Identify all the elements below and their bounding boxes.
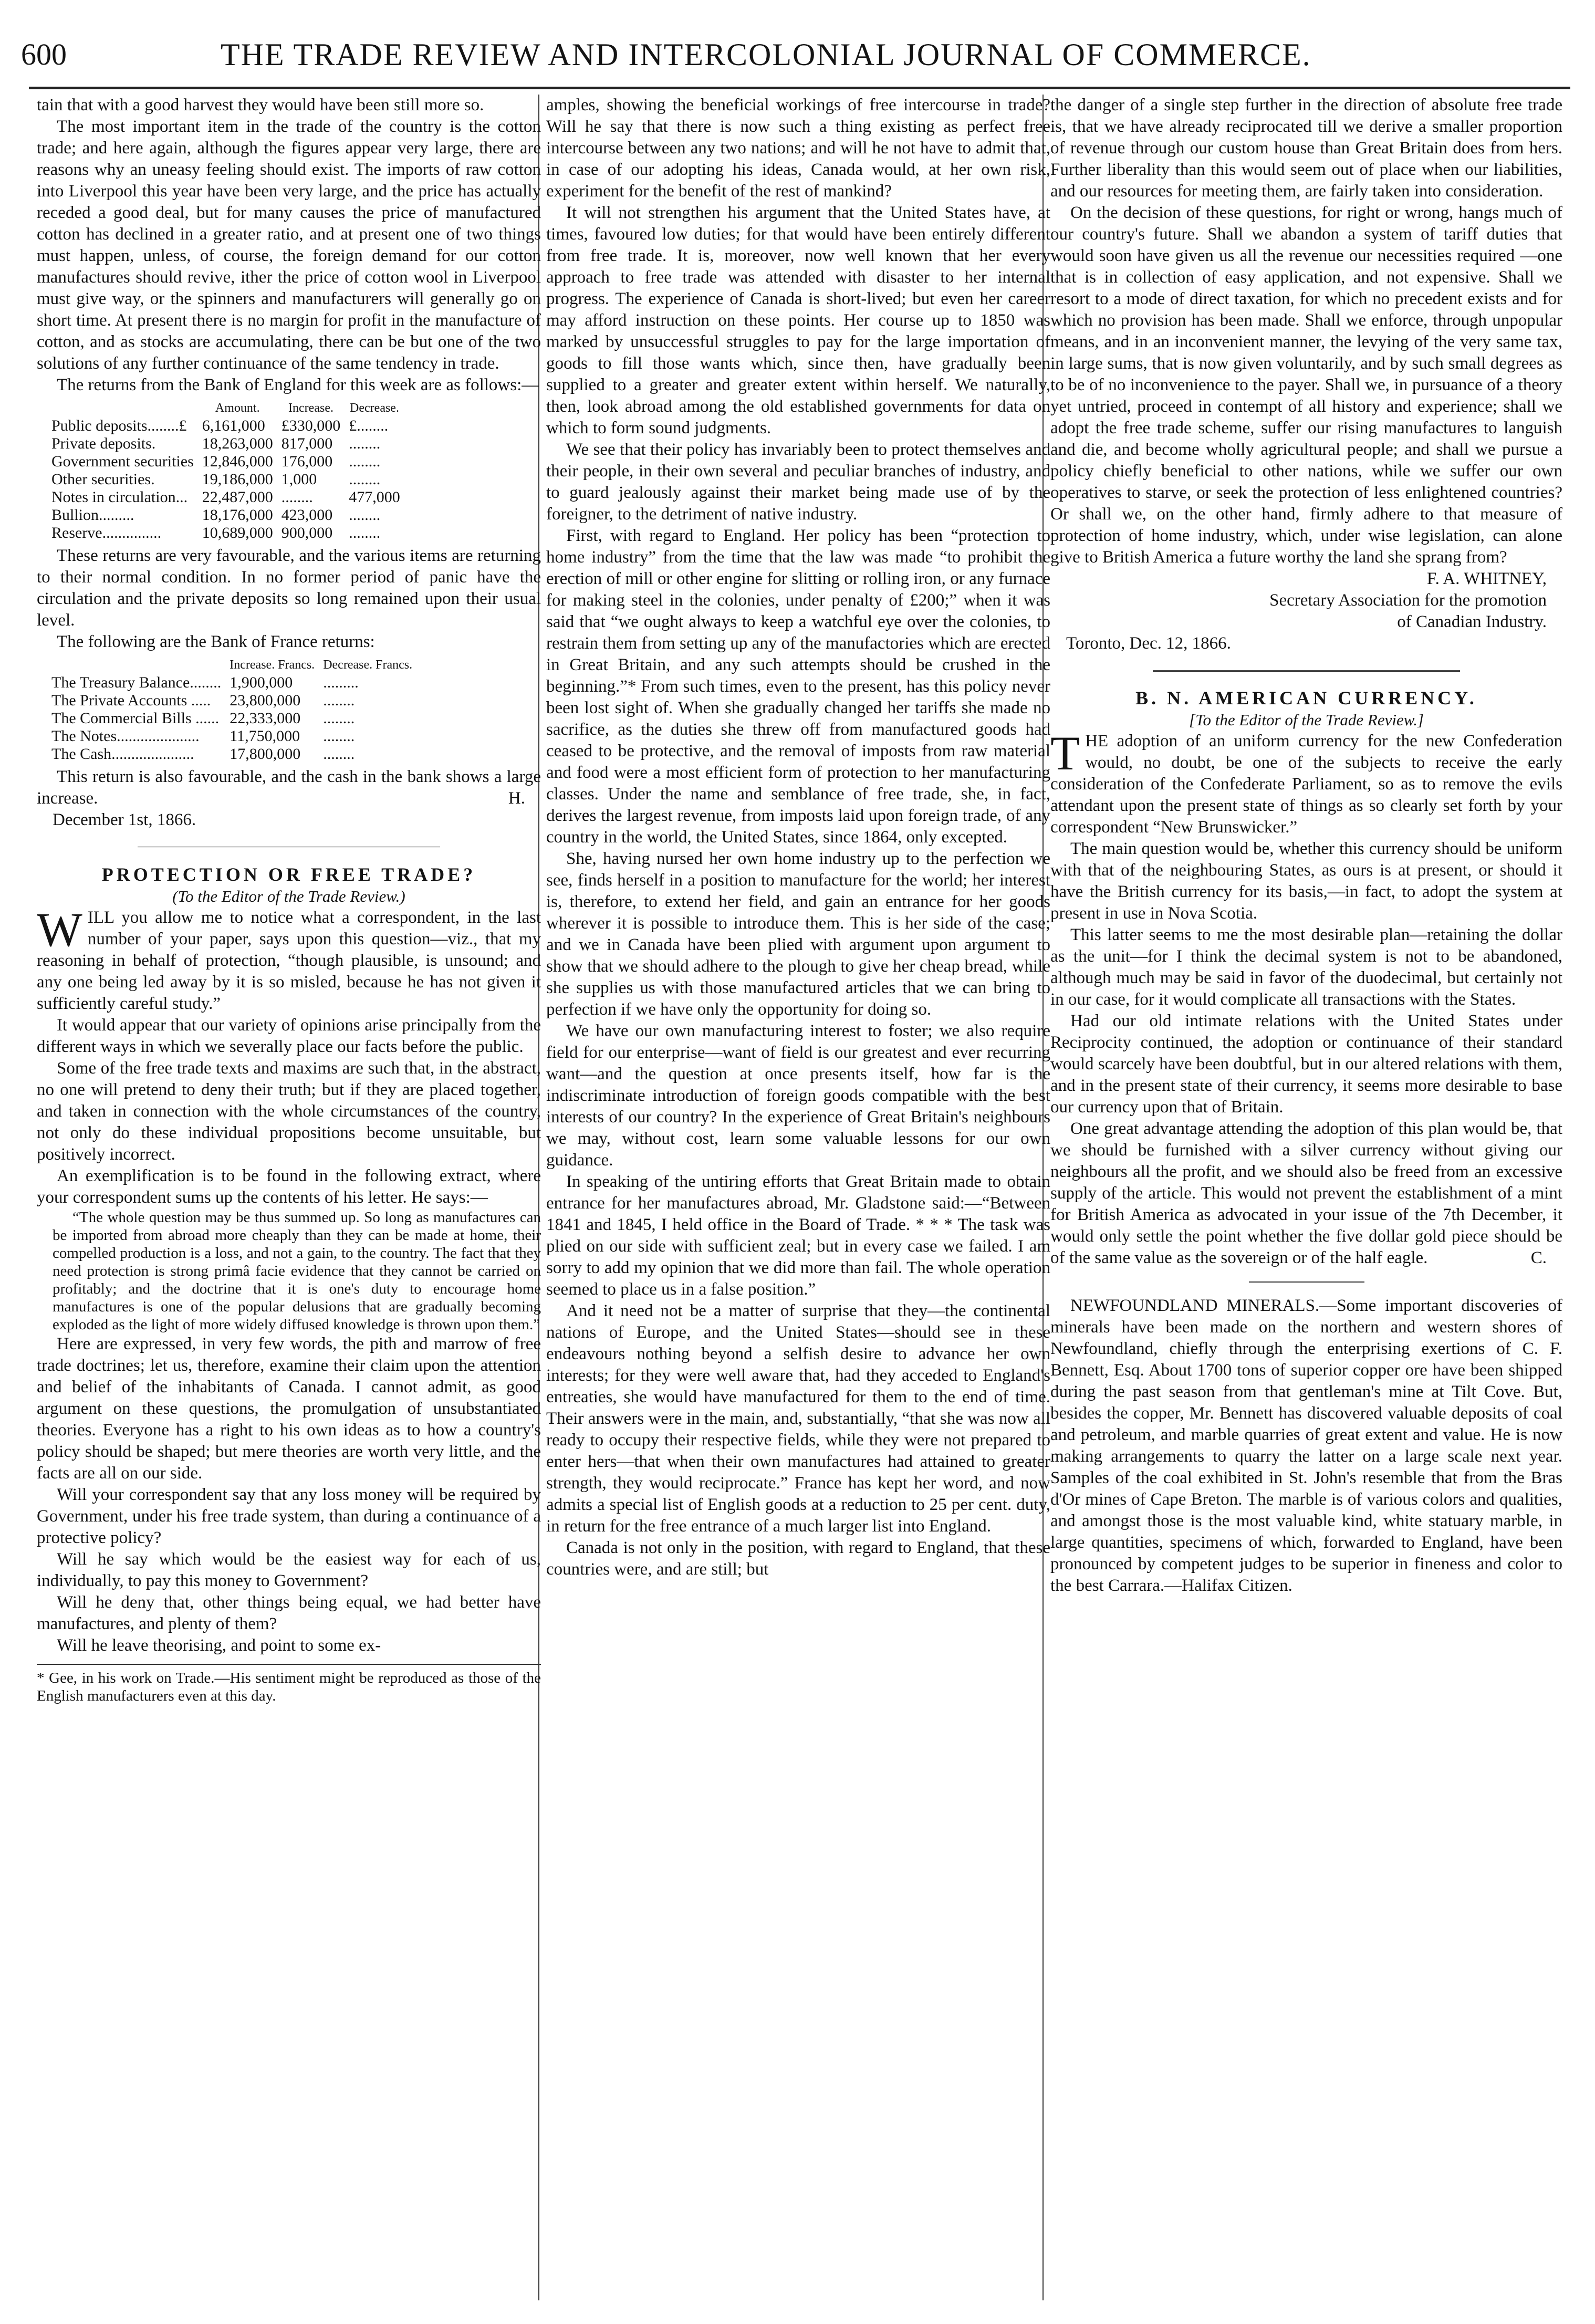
table-header-row (47, 656, 416, 674)
table-row (47, 471, 404, 488)
paragraph: Will your correspondent say that any loss money will be required by Government, under his free trade system, than during a continuance of a protective policy? (37, 1485, 541, 1547)
table-cell: Notes in circulation... (51, 488, 188, 506)
column-header: Decrease. (350, 401, 399, 415)
table-cell: Public deposits........£ (51, 417, 187, 434)
table-cell: 19,186,000 (202, 471, 273, 488)
article-heading: B. N. AMERICAN CURRENCY. (1135, 687, 1477, 708)
signature-initial: C. (1530, 1248, 1547, 1267)
dateline: December 1st, 1866. (53, 810, 196, 829)
paragraph: We see that their policy has invariably been to protect themselves and their people, in their own several and peculiar branches of industry, and to guard jealously against their market being made use of by the foreigner, to the detriment of native industry. (546, 440, 1050, 524)
block-quote: “The whole question may be thus summed up. So long as manufactures can be imported from abroad more cheaply than they can be made at home, their compelled production is a loss, and not a gain, to the country. The fact that they need protection is strong primâ facie evidence that they cannot be carried on profitably; and the doctrine that it is one's duty to encourage home manufactures is one of the popular delusions that are gradually becoming exploded as the light of more widely diffused knowledge is thrown upon them.” (53, 1209, 541, 1333)
table-cell: The Treasury Balance........ (51, 674, 222, 691)
table-cell: 423,000 (281, 506, 333, 524)
table-cell: Government securities (51, 453, 194, 470)
paragraph: Canada is not only in the position, with regard to England, that these countries were, and are still; but (546, 1538, 1050, 1579)
table-cell: £330,000 (281, 417, 341, 434)
paragraph: The most important item in the trade of the country is the cotton trade; and here again, although the figures appear very large, there are reasons why an uneasy feeling should exist. The imports of raw cotton into Liverpool this year have been very large, and the price has actually receded a good deal, but for many causes the price of manufactured cotton has declined in a greater ratio, and at present one of two things must happen, unless, of course, the foreign demand for our cotton manufactures should revive, ither the price of cotton wool in Liverpool must give way, or the spinners and manufacturers will generally go on short time. At present there is no margin for profit in the manufacture of cotton, and as stocks are accumulating, there can be but one of the two solutions of any further continuance of the same tendency in trade. (37, 117, 541, 373)
table-cell: 1,900,000 (230, 674, 293, 691)
table-cell: ........ (323, 710, 355, 727)
paragraph (37, 903, 541, 1015)
paragraph-text: This return is also favourable, and the cash in the bank shows a large increase. (37, 767, 541, 808)
paragraph: The following are the Bank of France returns: (57, 632, 375, 651)
paragraph: An exemplification is to be found in the following extract, where your correspondent sums up the contents of his letter. He says:— (37, 1166, 541, 1207)
table-cell: 176,000 (281, 453, 333, 470)
article-heading: PROTECTION OR FREE TRADE? (101, 864, 476, 885)
signature-name: F. A. WHITNEY, (1426, 569, 1547, 588)
drop-cap: T (1050, 726, 1080, 780)
table-cell: 22,333,000 (230, 710, 301, 727)
column-header: Amount. (215, 401, 260, 415)
table-cell: 900,000 (281, 524, 333, 541)
paragraph: tain that with a good harvest they would have been still more so. (37, 96, 484, 114)
column-1 (37, 95, 541, 2306)
bank-of-france-table (47, 656, 416, 763)
table-cell: ........ (281, 488, 313, 506)
section-divider (1249, 1281, 1364, 1283)
table-row (47, 727, 416, 745)
paragraph: These returns are very favourable, and the various items are returning to their normal condition. In no former period of panic have the circulation and the private deposits so long remained upon their usual level. (37, 546, 541, 630)
paragraph: This latter seems to me the most desirable plan—retaining the dollar as the unit—for I think the decimal system is not to be abandoned, although much may be said in favor of the duodecimal, but certainly not in our case, for it would complicate all transactions with the States. (1050, 925, 1562, 1009)
table-header-row (47, 399, 404, 417)
table-cell: 10,689,000 (202, 524, 273, 541)
table-cell: The Commercial Bills ...... (51, 710, 220, 727)
table-cell: 18,263,000 (202, 435, 273, 452)
table-cell: 18,176,000 (202, 506, 273, 524)
paragraph: Here are expressed, in very few words, the pith and marrow of free trade doctrines; let us, therefore, examine their claim upon the attention and belief of the inhabitants of Canada. I cannot admit, as good argument on these questions, the promulgation of unsubstantiated theories. Everyone has a right to his own ideas as to how a country's policy should be shaped; but mere theories are worth very little, and the facts are all on our side. (37, 1335, 541, 1483)
paragraph-text: One great advantage attending the adoption of this plan would be, that we should be furnished with a silver currency without giving our neighbours all the profit, and we should also be freed from an excessive supply of the article. This would not prevent the establishment of a mint for British America as advocated in your issue of the 7th December, it would only settle the point whether the five dollar gold piece should be of the same value as the sovereign or of the half eagle. (1050, 1119, 1562, 1267)
paragraph (1050, 1295, 1562, 1597)
article-subheading: [To the Editor of the Trade Review.] (1189, 711, 1424, 729)
signature-title: of Canadian Industry. (1397, 612, 1547, 631)
table-row (47, 506, 404, 524)
paragraph: In speaking of the untiring efforts that Great Britain made to obtain entrance for her manufactures abroad, Mr. Gladstone said:—“Between 1841 and 1845, I held office in the Board of Trade. * * * The task was plied on our side with sufficient zeal; but in every case we failed. I am sorry to add my opinion that we did more than fail. The whole operation seemed to place us in a false position.” (546, 1172, 1050, 1299)
paragraph: First, with regard to England. Her policy has been “protection to home industry” from the time that the law was made “to prohibit the erection of mill or other engine for slitting or rolling iron, or any furnace for making steel in the colonies, under penalty of £200;” when it was said that “we ought always to keep a watchful eye over the colonies, to restrain them from setting up any of the manufactories which are erected in Great Britain, and any such attempts should be crushed in the beginning.”* From such times, even to the present, has this policy never been lost sight of. When she gradually changed her tariffs she made no sacrifice, as the duties she threw off from manufactured goods had ceased to be protective, and the removal of imposts from raw material and food were a most efficient form of protection to her manufacturing classes. Under the name and semblance of free trade, she, in fact, derives the largest revenue, from imposts laid upon foreign trade, of any country in the world, the United States, since 1864, only excepted. (546, 526, 1050, 847)
drop-cap: W (37, 903, 82, 956)
article-subheading: (To the Editor of the Trade Review.) (172, 887, 405, 905)
section-divider (138, 847, 440, 848)
signature-initial: H. (508, 789, 525, 808)
paragraph (1050, 726, 1562, 838)
paragraph: It would appear that our variety of opinions arise principally from the different ways in which we severally place our facts before the public. (37, 1016, 541, 1056)
paragraph: Had our old intimate relations with the United States under Reciprocity continued, the adoption or continuance of their standard would scarcely have been doubtful, but in our altered relations with them, and in the present state of their currency, it seems more desirable to base our currency upon that of Britain. (1050, 1012, 1562, 1117)
column-header: Decrease. Francs. (323, 658, 413, 672)
table-cell: 11,750,000 (230, 727, 300, 745)
table-cell: ........ (349, 471, 381, 488)
paragraph: The returns from the Bank of England for this week are as follows:— (57, 376, 539, 394)
page-number: 600 (21, 37, 67, 71)
item-lead: NEWFOUNDLAND MINERALS. (1070, 1296, 1320, 1315)
table-cell: 17,800,000 (230, 745, 301, 763)
table-cell: 817,000 (281, 435, 333, 452)
column-header: Increase. Francs. (230, 658, 315, 672)
table-row (47, 674, 416, 692)
table-cell: The Notes..................... (51, 727, 200, 745)
signature-title: Secretary Association for the promotion (1269, 591, 1547, 610)
dateline: Toronto, Dec. 12, 1866. (1066, 634, 1231, 653)
table-row (47, 745, 416, 763)
table-cell: The Private Accounts ..... (51, 692, 211, 709)
table-row (47, 524, 404, 542)
paragraph: Will he leave theorising, and point to some ex- (57, 1636, 381, 1655)
column-3 (1050, 95, 1562, 2306)
section-divider (1153, 670, 1460, 672)
table-row (47, 417, 404, 435)
paragraph: the danger of a single step further in the direction of absolute free trade is, that we have already reciprocated till we derive a smaller proportion of revenue through our custom house than Great Britain does from hers. Further liberality than this would seem out of place when our liabilities, and our resources for meeting them, are fairly taken into consideration. (1050, 96, 1562, 201)
table-cell: ........ (349, 453, 381, 470)
paragraph: Will he deny that, other things being equal, we had better have manufactures, and plenty of them? (37, 1593, 541, 1633)
paragraph: We have our own manufacturing interest to foster; we also require field for our enterprise—want of field is our greatest and ever recurring want—and the question at once presents itself, how far is the indiscriminate introduction of foreign goods compatible with the best interests of our country? In the experience of Great Britain's neighbours we may, without cost, learn some valuable lessons for our own guidance. (546, 1022, 1050, 1170)
table-cell: ........ (349, 524, 381, 541)
table-cell: Bullion......... (51, 506, 134, 524)
table-cell: ........ (323, 745, 355, 763)
table-row (47, 692, 416, 710)
paragraph (1050, 1118, 1562, 1269)
table-cell: 23,800,000 (230, 692, 301, 709)
paragraph: And it need not be a matter of surprise that they—the continental nations of Europe, and the United States—should see in these endeavours nothing beyond a selfish desire to advance her own interests; for they were well aware that, had they acceded to England's entreaties, she would have manufactured for them to the end of time. Their answers were in the main, and, substantially, “that she was now all ready to occupy their respective fields, while they were not prepared to enter hers—that when their own manufactures had attained to greater strength, they would reciprocate.” France has kept her word, and now admits a special list of English goods at a reduction to 25 per cent. duty, in return for the free entrance of a much larger list into England. (546, 1301, 1050, 1536)
paragraph: It will not strengthen his argument that the United States have, at times, favoured low duties; for that would have been entirely different from free trade. It is, moreover, now well known that her every approach to free trade was attended with disaster to her internal progress. The experience of Canada is short-lived; but even her career may afford instruction on these points. Her course up to 1850 was marked by unsuccessful struggles to pay for the large importation of goods to fill those wants which, since then, have gradually been supplied to a greater and greater extent within herself. We naturally, then, look abroad among the old established governments for data on which to form sound judgments. (546, 203, 1050, 437)
table-cell: 12,846,000 (202, 453, 273, 470)
bank-of-england-table (47, 399, 404, 542)
column-2 (546, 95, 1050, 2306)
table-row (47, 435, 404, 453)
table-cell: ......... (323, 674, 359, 691)
table-cell: 22,487,000 (202, 488, 273, 506)
table-cell: Other securities. (51, 471, 155, 488)
paragraph: She, having nursed her own home industry up to the perfection we see, finds herself in a position to manufacture for the world; her interest is, therefore, to extend her field, and gain an entrance for her goods wherever it is possible to introduce them. This is her side of the case; and we in Canada have been plied with argument upon argument to show that we should adhere to the plough to give her cheap bread, while she supplies us with those manufactured articles that we can bring to perfection if we have only the opportunity for doing so. (546, 849, 1050, 1019)
table-cell: ........ (349, 506, 381, 524)
table-cell: Private deposits. (51, 435, 156, 452)
column-header: Increase. (288, 401, 333, 415)
table-cell: ........ (323, 727, 355, 745)
table-row (47, 710, 416, 727)
paragraph: Will he say which would be the easiest way for each of us, individually, to pay this money to Government? (37, 1550, 541, 1590)
paragraph-text: ILL you allow me to notice what a correspondent, in the last number of your paper, says upon this question—viz., that my reasoning in behalf of protection, “though plausible, is unsound; and any one being led away by it is so misled, because he has not given it sufficiently careful study.” (37, 908, 541, 1013)
table-cell: 1,000 (281, 471, 317, 488)
paragraph: On the decision of these questions, for right or wrong, hangs much of our country's future. Shall we abandon a system of tariff duties that would soon have given us all the revenue our necessities required —one that is in collection of easy application, and not expensive. Shall we resort to a mode of direct taxation, for which no precedent exists and for which no provision has been made. Shall we enforce, through unpopular means, and in an inconvenient manner, the levying of the very same tax, in large sums, that is now given voluntarily, and by such small degrees as to be of no inconvenience to the payer. Shall we, in pursuance of a theory yet untried, proceed in contempt of all history and experience; shall we adopt the free trade scheme, suffer our rising manufactures to languish and die, and become wholly agricultural people; and shall we pursue a policy chiefly beneficial to other nations, while we suffer our own operatives to starve, or seek the protection of less enlightened countries? Or shall we, on the other hand, firmly adhere to that measure of protection of home industry, which, under wise legislation, can alone give to British America a future worthy the land she sprang from? (1050, 203, 1562, 567)
publication-title: THE TRADE REVIEW AND INTERCOLONIAL JOURNAL OF COMMERCE. (221, 37, 1311, 72)
table-cell: ........ (349, 435, 381, 452)
table-cell: ........ (323, 692, 355, 709)
paragraph: amples, showing the beneficial workings of free intercourse in trade? Will he say that there is now such a thing existing as perfect free intercourse between any two nations; and will he not have to admit that, in case of our adopting his ideas, Canada would, at her own risk, experiment for the benefit of the rest of mankind? (546, 96, 1050, 201)
paragraph: Some of the free trade texts and maxims are such that, in the abstract, no one will pretend to deny their truth; but if they are placed together, and taken in connection with the whole circumstances of the country, not only do these individual propositions become unsuitable, but positively incorrect. (37, 1059, 541, 1164)
header-rule (29, 87, 1570, 89)
table-row (47, 453, 404, 471)
table-cell: 6,161,000 (202, 417, 265, 434)
table-cell: Reserve............... (51, 524, 162, 541)
table-cell: 477,000 (349, 488, 400, 506)
paragraph: The main question would be, whether this currency should be uniform with that of the neighbouring States, as ours is at present, or should it have the British currency for its basis,—in fact, to adopt the system at present in use in Nova Scotia. (1050, 839, 1562, 923)
table-cell: £........ (349, 417, 389, 434)
table-cell: The Cash..................... (51, 745, 194, 763)
table-row (47, 488, 404, 506)
paragraph-text: —Some important discoveries of minerals have been made on the northern and western shores of Newfoundland, chiefly through the enterprising exertions of C. F. Bennett, Esq. About 1700 tons of superior copper ore have been shipped during the past season from that gentleman's mine at Tilt Cove. But, besides the copper, Mr. Bennett has discovered valuable deposits of coal and petroleum, and marble quarries of great extent and value. He is now making arrangements to quarry the latter on a large scale next year. Samples of the coal exhibited in St. John's resemble that from the Bras d'Or mines of Cape Breton. The marble is of various colors and qualities, and amongst those is the most valuable kind, white statuary marble, in large quantities, specimens of which, forwarded to England, have been pronounced by competent judges to be superior in fineness and color to the best Carrara.—Halifax Citizen. (1050, 1296, 1562, 1595)
paragraph (37, 766, 541, 809)
footnote: * Gee, in his work on Trade.—His sentiment might be reproduced as those of the English manufacturers even at this day. (37, 1664, 541, 1705)
paragraph-text: HE adoption of an uniform currency for the new Confederation would, no doubt, be one of the subjects to receive the early consideration of the Confederate Parliament, so as to remove the evils attendant upon the present state of things as so clearly set forth by your correspondent “New Brunswicker.” (1050, 732, 1562, 837)
page-header (21, 37, 1570, 89)
